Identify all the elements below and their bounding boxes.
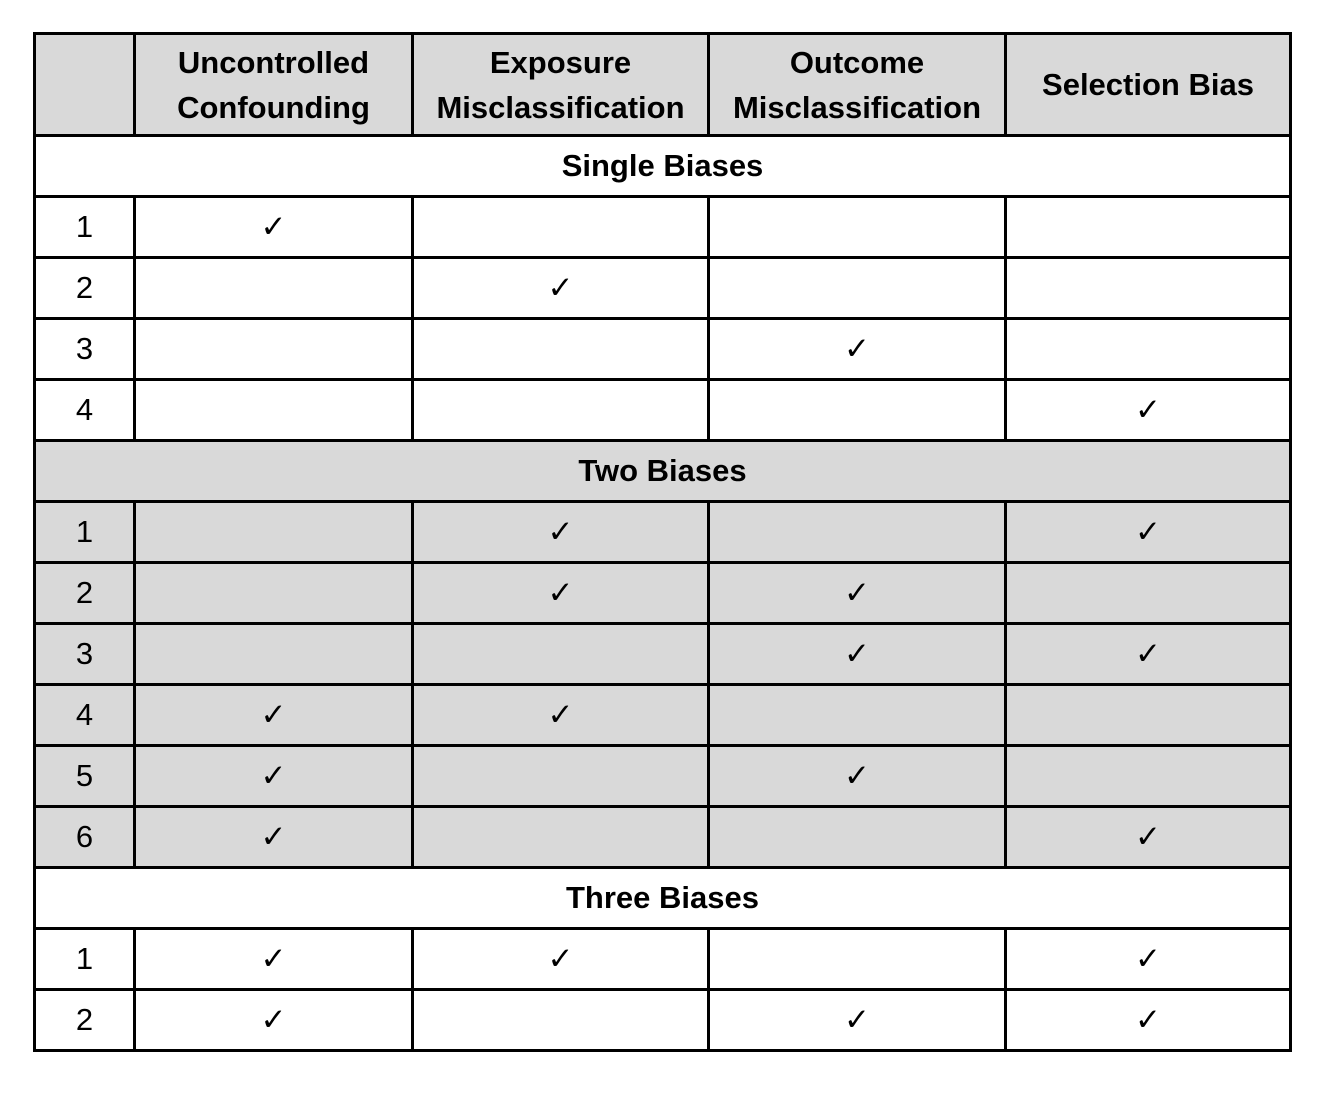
table-row [35,380,1291,441]
row-number: 1 [35,929,135,990]
check-mark-icon: ✓ [1006,929,1291,990]
table-row [35,990,1291,1051]
header-text: Misclassification [732,89,982,125]
row-number: 3 [35,624,135,685]
empty-cell [709,502,1006,563]
bias-combination-table [33,32,1292,1052]
check-mark-icon: ✓ [1006,380,1291,441]
empty-cell [709,807,1006,868]
header-text: Confounding [177,89,370,125]
check-mark-icon: ✓ [709,319,1006,380]
check-mark-icon: ✓ [135,197,413,258]
empty-cell [1006,197,1291,258]
table-row [35,746,1291,807]
table-row [35,563,1291,624]
row-number: 4 [35,685,135,746]
empty-cell [709,197,1006,258]
table-row [35,197,1291,258]
table-row [35,929,1291,990]
table-row [35,319,1291,380]
header-corner-cell [35,34,135,136]
row-number: 3 [35,319,135,380]
empty-cell [413,197,709,258]
row-number: 4 [35,380,135,441]
check-mark-icon: ✓ [413,685,709,746]
empty-cell [709,929,1006,990]
check-mark-icon: ✓ [1006,624,1291,685]
section-row [35,868,1291,929]
empty-cell [709,685,1006,746]
header-text: Misclassification [436,89,685,125]
check-mark-icon: ✓ [709,746,1006,807]
check-mark-icon: ✓ [1006,990,1291,1051]
check-mark-icon: ✓ [413,502,709,563]
check-mark-icon: ✓ [135,929,413,990]
row-number: 1 [35,502,135,563]
section-row [35,136,1291,197]
empty-cell [413,624,709,685]
header-uncontrolled-confounding [135,34,413,136]
section-title: Two Biases [35,441,1291,502]
check-mark-icon: ✓ [135,746,413,807]
empty-cell [1006,746,1291,807]
empty-cell [1006,258,1291,319]
table-row [35,624,1291,685]
header-exposure-misclassification [413,34,709,136]
empty-cell [709,258,1006,319]
check-mark-icon: ✓ [413,929,709,990]
header-text: Exposure [489,44,632,80]
row-number: 2 [35,990,135,1051]
empty-cell [413,990,709,1051]
row-number: 2 [35,563,135,624]
check-mark-icon: ✓ [413,258,709,319]
check-mark-icon: ✓ [413,563,709,624]
empty-cell [1006,563,1291,624]
table-row [35,685,1291,746]
header-text: Uncontrolled [177,44,370,80]
empty-cell [1006,319,1291,380]
empty-cell [1006,685,1291,746]
check-mark-icon: ✓ [135,807,413,868]
empty-cell [413,319,709,380]
check-mark-icon: ✓ [135,685,413,746]
check-mark-icon: ✓ [709,990,1006,1051]
check-mark-icon: ✓ [1006,807,1291,868]
empty-cell [413,380,709,441]
table-row [35,502,1291,563]
section-title: Single Biases [35,136,1291,197]
check-mark-icon: ✓ [135,990,413,1051]
empty-cell [413,746,709,807]
check-mark-icon: ✓ [1006,502,1291,563]
check-mark-icon: ✓ [709,624,1006,685]
table-row [35,258,1291,319]
empty-cell [413,807,709,868]
header-text: Selection Bias [1042,67,1254,102]
empty-cell [135,624,413,685]
row-number: 6 [35,807,135,868]
row-number: 5 [35,746,135,807]
section-title: Three Biases [35,868,1291,929]
empty-cell [135,563,413,624]
empty-cell [135,502,413,563]
header-row [35,34,1291,136]
table-body [35,136,1291,1051]
header-text: Outcome [789,44,925,80]
empty-cell [135,258,413,319]
header-outcome-misclassification [709,34,1006,136]
row-number: 2 [35,258,135,319]
section-row [35,441,1291,502]
empty-cell [135,380,413,441]
check-mark-icon: ✓ [709,563,1006,624]
table-row [35,807,1291,868]
empty-cell [709,380,1006,441]
header-selection-bias [1006,34,1291,136]
row-number: 1 [35,197,135,258]
empty-cell [135,319,413,380]
